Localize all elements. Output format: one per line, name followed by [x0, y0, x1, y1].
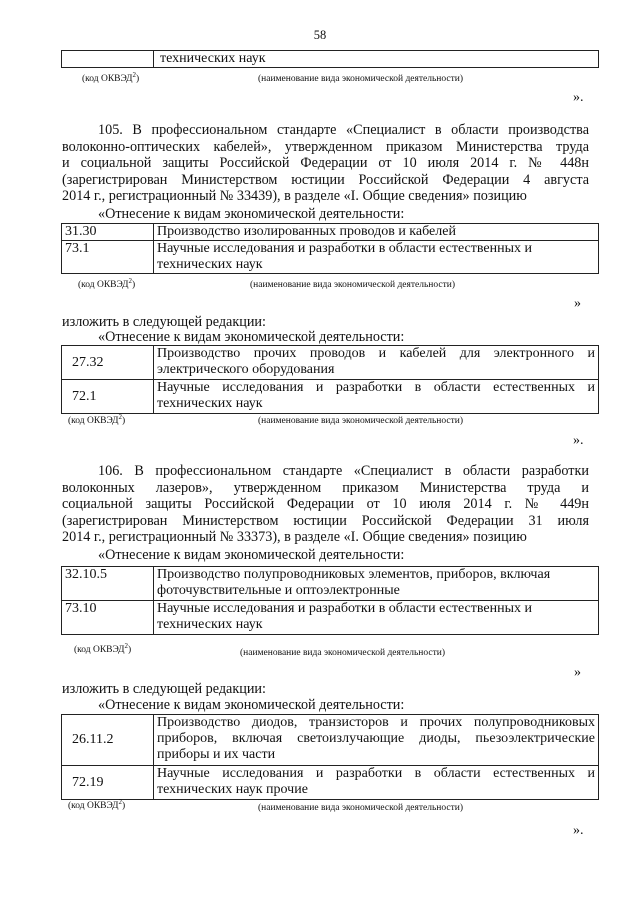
- item-106-paragraph: [62, 463, 589, 546]
- table-row: [62, 766, 599, 800]
- activity-name-caption: (наименование вида экономической деятельности): [258, 416, 463, 426]
- okved-table-new-106: [61, 714, 599, 800]
- okved-code-cell: 27.32: [62, 346, 154, 380]
- okved-table-new-105: [61, 345, 599, 414]
- okved-code-cell: 32.10.5: [62, 567, 154, 601]
- okved-code-cell: 31.30: [62, 224, 154, 241]
- okved-desc-cell: технических наук: [154, 51, 599, 68]
- okved-table-old-106: [61, 566, 599, 635]
- relation-title: «Отнесение к видам экономической деятельности:: [98, 206, 405, 222]
- table-row: [62, 51, 599, 68]
- okved-code-caption: (код ОКВЭД$^2$): [82, 70, 140, 84]
- closing-quote: »: [574, 296, 581, 311]
- table-row: [62, 601, 599, 635]
- relation-title: «Отнесение к видам экономической деятельности:: [98, 329, 405, 345]
- okved-desc-cell: Научные исследования и разработки в области естественных и технических наук: [154, 380, 599, 414]
- activity-name-caption: (наименование вида экономической деятельности): [250, 280, 455, 290]
- activity-name-caption: (наименование вида экономической деятельности): [258, 803, 463, 813]
- okved-code-caption: (код ОКВЭД$^2$): [68, 412, 126, 426]
- okved-desc-cell: Научные исследования и разработки в области естественных и технических наук: [154, 601, 599, 635]
- okved-code-caption: (код ОКВЭД$^2$): [78, 276, 136, 290]
- relation-title: «Отнесение к видам экономической деятельности:: [98, 697, 405, 713]
- okved-code-caption: (код ОКВЭД$^2$): [74, 641, 132, 655]
- okved-code-cell: [62, 51, 154, 68]
- activity-name-caption: (наименование вида экономической деятельности): [240, 648, 445, 658]
- paragraph-line: (зарегистрирован Министерством юстиции Российской Федерации 4 августа: [62, 171, 589, 188]
- page-number: 58: [313, 28, 327, 42]
- paragraph-line: волоконно-оптических кабелей», утвержденном приказом Министерства труда: [62, 138, 589, 155]
- paragraph-line: (зарегистрирован Министерством юстиции Российской Федерации 31 июля: [62, 512, 589, 529]
- closing-quote: ».: [573, 90, 584, 105]
- paragraph-line: 2014 г., регистрационный № 33439), в разделе «I. Общие сведения» позицию: [62, 188, 527, 205]
- state-new-text: изложить в следующей редакции:: [62, 314, 266, 330]
- okved-desc-cell: Научные исследования и разработки в области естественных и технических наук прочие: [154, 766, 599, 800]
- paragraph-line: социальной защиты Российской Федерации от 10 июля 2014 г. № 449н: [62, 496, 589, 513]
- activity-name-caption: (наименование вида экономической деятельности): [258, 74, 463, 84]
- okved-code-cell: 26.11.2: [62, 715, 154, 766]
- closing-quote: ».: [573, 823, 584, 838]
- table-row: [62, 241, 599, 274]
- paragraph-line: и социальной защиты Российской Федерации от 10 июля 2014 г. № 448н: [62, 155, 589, 172]
- state-new-text: изложить в следующей редакции:: [62, 681, 266, 697]
- okved-desc-cell: Научные исследования и разработки в области естественных и технических наук: [154, 241, 599, 274]
- okved-code-cell: 72.19: [62, 766, 154, 800]
- okved-code-cell: 73.10: [62, 601, 154, 635]
- okved-desc-cell: Производство прочих проводов и кабелей для электронного и электрического оборудования: [154, 346, 599, 380]
- okved-desc-cell: Производство полупроводниковых элементов, приборов, включая фоточувствительные и оптоэлектронные: [154, 567, 599, 601]
- paragraph-line: 2014 г., регистрационный № 33373), в разделе «I. Общие сведения» позицию: [62, 529, 527, 546]
- table-row: [62, 380, 599, 414]
- paragraph-line: 105. В профессиональном стандарте «Специалист в области производства: [98, 122, 589, 138]
- closing-quote: ».: [573, 433, 584, 448]
- okved-code-caption: (код ОКВЭД$^2$): [68, 797, 126, 811]
- okved-table-old-105: [61, 223, 599, 274]
- paragraph-line: 106. В профессиональном стандарте «Специалист в области разработки: [98, 463, 589, 479]
- okved-code-cell: 73.1: [62, 241, 154, 274]
- item-105-paragraph: [62, 122, 589, 205]
- table-row: [62, 715, 599, 766]
- table-row: [62, 224, 599, 241]
- okved-table-continued: [61, 50, 599, 68]
- closing-quote: »: [574, 665, 581, 680]
- relation-title: «Отнесение к видам экономической деятельности:: [98, 547, 405, 563]
- table-row: [62, 567, 599, 601]
- table-row: [62, 346, 599, 380]
- okved-desc-cell: Производство изолированных проводов и кабелей: [154, 224, 599, 241]
- okved-code-cell: 72.1: [62, 380, 154, 414]
- paragraph-line: волоконных лазеров», утвержденном приказом Министерства труда и: [62, 479, 589, 496]
- okved-desc-cell: Производство диодов, транзисторов и прочих полупроводниковых приборов, включая светоизлучающие диоды, пьезоэлектрические приборы и их части: [154, 715, 599, 766]
